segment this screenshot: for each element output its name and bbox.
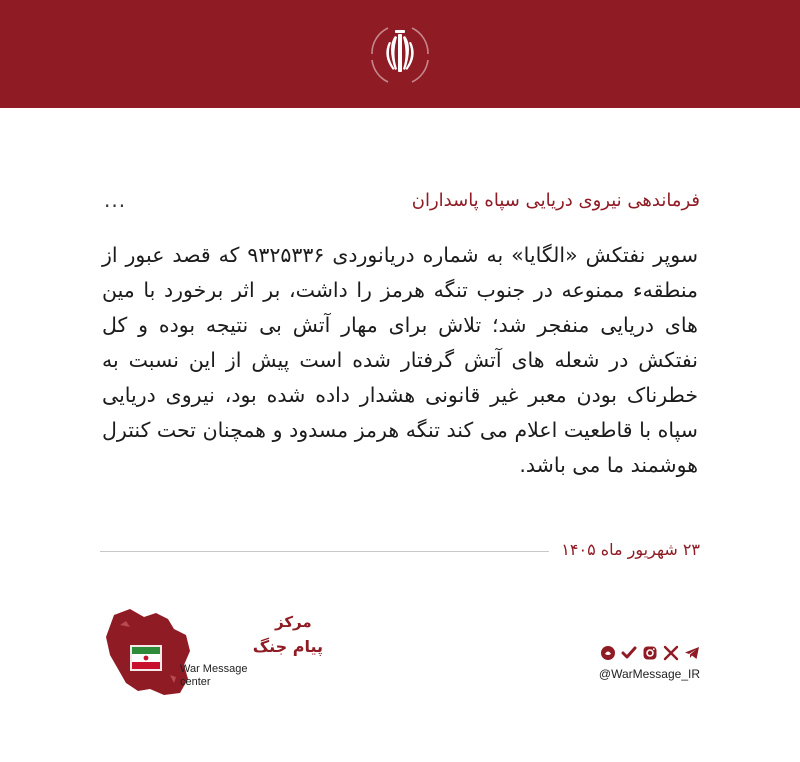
channel-handle[interactable]: @WarMessage_IR [598,667,700,681]
x-icon[interactable] [663,645,679,661]
telegram-icon[interactable] [684,645,700,661]
iran-emblem-icon [362,16,438,92]
more-dots-icon[interactable]: ... [104,188,127,212]
brand-name-line2: پیام جنگ [252,637,323,656]
post-header [100,170,700,230]
instagram-icon[interactable] [642,645,658,661]
post-card [100,170,700,483]
brand-name-line1: مرکز [275,613,312,631]
social-block [560,645,700,685]
channel-title[interactable]: فرماندهی نیروی دریایی سپاه پاسداران [411,189,700,211]
brand-block [100,605,323,705]
date-row [100,540,700,559]
check-icon[interactable] [621,645,637,661]
brand-english-line2: center [180,676,211,688]
eitaa-icon[interactable] [600,645,616,661]
brand-english-line1: War Message [180,663,248,675]
post-date: ۲۳ شهریور ماه ۱۴۰۵ [561,540,700,559]
social-icons [560,645,700,661]
divider [100,551,549,552]
post-body: سوپر نفتکش «الگایا» به شماره دریانوردی ۹۳۲۵۳۳۶ که قصد عبور از منطقهء ممنوعه در جنوب تنگه هرمز را داشت، بر اثر برخورد با مین های دریایی منفجر شد؛ تلاش برای مهار آتش بی نتیجه بوده و کل نفتکش در شعله های آتش گرفتار شده است پیش از این نسبت به خطرناک بودن معبر غیر قانونی هشدار داده شده بود، نیروی دریایی سپاه با قاطعیت اعلام می کند تنگه هرمز مسدود و همچنان تحت کنترل هوشمند ما می باشد. [102,243,699,477]
header-banner [0,0,800,108]
